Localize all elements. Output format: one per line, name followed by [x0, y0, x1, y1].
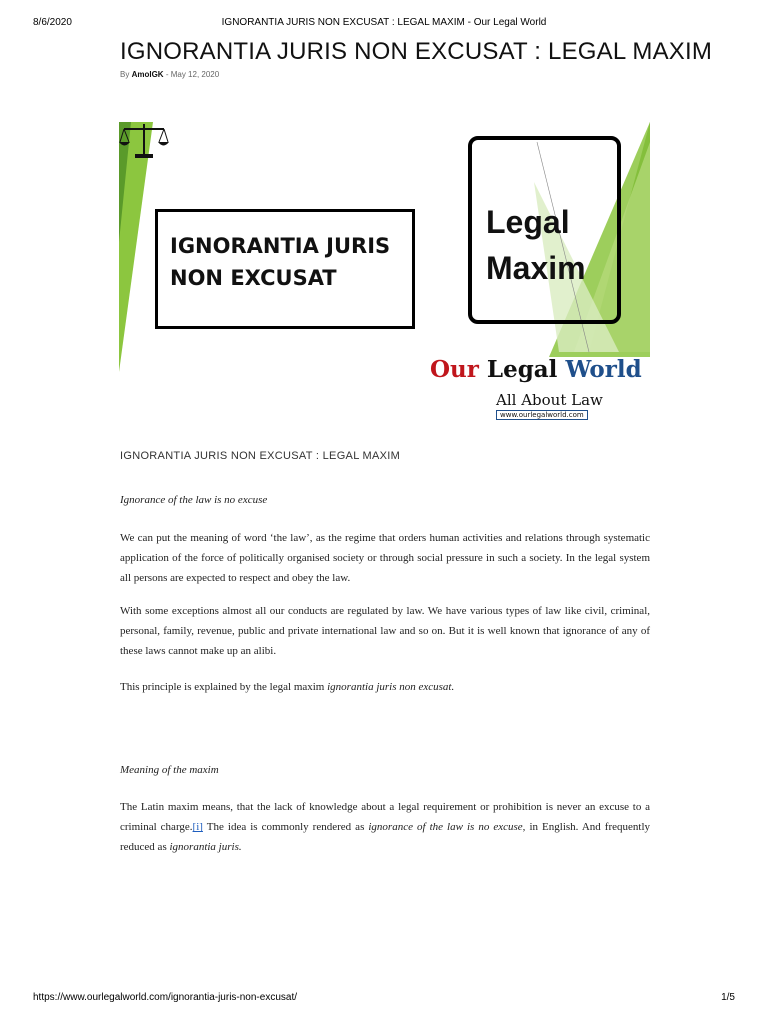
brand-tagline: All About Law: [496, 391, 603, 409]
legal-maxim-line-2: Maxim: [486, 250, 586, 286]
legal-maxim-line-1: Legal: [486, 204, 570, 240]
principle-maxim: ignorantia juris non excusat.: [327, 681, 455, 693]
latin-meaning-text-c: in English. And frequently reduced as: [120, 821, 651, 853]
brand-legal: Legal: [486, 356, 558, 383]
brand-site-url: www.ourlegalworld.com: [496, 410, 588, 420]
image-caption: IGNORANTIA JURIS NON EXCUSAT : LEGAL MAXIM: [120, 450, 401, 462]
legal-maxim-box: [468, 136, 621, 324]
brand-our: Our: [430, 356, 479, 383]
latin-meaning-text-b: The idea is commonly rendered as: [202, 821, 369, 833]
byline-separator: -: [165, 70, 169, 79]
paragraph-latin-meaning: [120, 797, 650, 857]
byline: [120, 70, 219, 79]
paragraph-principle: [120, 677, 650, 697]
hero-image: [119, 122, 650, 429]
paragraph-meaning-of-law: We can put the meaning of word ‘the law’, as the regime that orders human activities and relations through systematic application of the force of politically organised society or through social pressure in such a society. In the legal system all persons are expected to respect and obey the law.: [120, 532, 650, 584]
paragraph-exceptions: With some exceptions almost all our conducts are regulated by law. We have various types of law like civil, criminal, personal, family, revenue, public and private international law and so on. But it is well known that ignorance of any of these laws cannot make up an alibi.: [120, 605, 650, 657]
print-footer-url: https://www.ourlegalworld.com/ignorantia-juris-non-excusat/: [33, 992, 298, 1003]
author-link[interactable]: AmolGK: [131, 70, 164, 79]
footnote-ref-link[interactable]: [i]: [192, 821, 203, 833]
print-date: 8/6/2020: [33, 17, 72, 28]
print-header: [0, 17, 768, 31]
print-page-number: 1/5: [721, 992, 735, 1003]
principle-text: This principle is explained by the legal maxim: [120, 681, 328, 693]
brand-world: World: [565, 356, 642, 383]
maxim-title-box: [155, 209, 415, 329]
maxim-line-1: IGNORANTIA JURIS: [170, 234, 391, 258]
maxim-line-2: NON EXCUSAT: [170, 266, 337, 290]
section-heading-ignorance: Ignorance of the law is no excuse: [120, 494, 268, 506]
article-title: IGNORANTIA JURIS NON EXCUSAT : LEGAL MAXIM: [120, 38, 713, 65]
print-footer: [0, 992, 768, 1006]
section-heading-meaning: Meaning of the maxim: [120, 764, 219, 776]
brand-logo-text: [430, 356, 642, 383]
latin-meaning-italic-1: ignorance of the law is no excuse,: [368, 821, 526, 833]
latin-meaning-text-a: The Latin maxim means, that the lack of knowledge about a legal requirement or prohibition is never an excuse to a criminal charge.: [120, 801, 650, 833]
scales-of-justice-icon: [119, 122, 169, 160]
print-page-title: IGNORANTIA JURIS NON EXCUSAT : LEGAL MAXIM - Our Legal World: [221, 17, 547, 28]
by-label: By: [120, 70, 130, 79]
publish-date: May 12, 2020: [170, 70, 220, 79]
latin-meaning-italic-2: ignorantia juris.: [169, 841, 242, 853]
